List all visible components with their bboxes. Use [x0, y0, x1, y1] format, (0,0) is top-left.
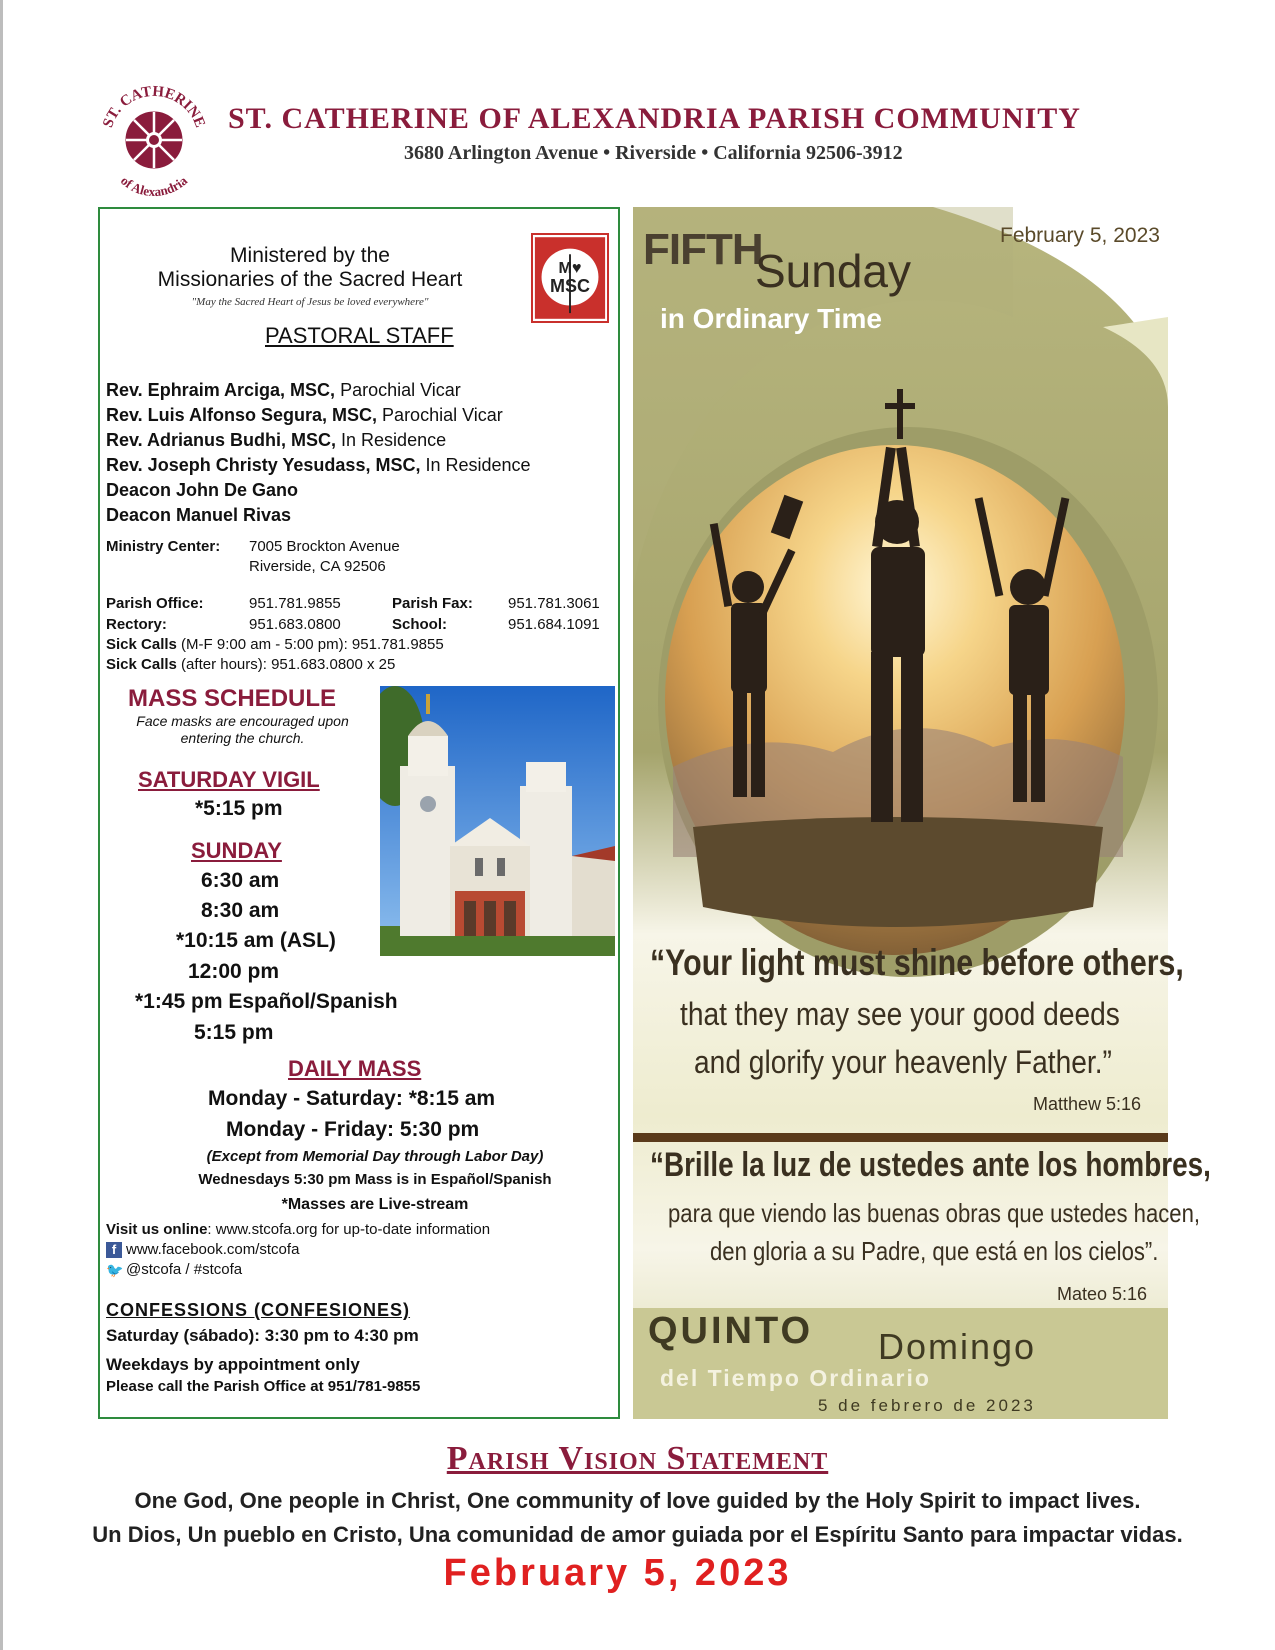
church-photo: [380, 686, 615, 956]
wednesday-spanish-note: Wednesdays 5:30 pm Mass is in Español/Spanish: [198, 1171, 552, 1188]
staff-item: Deacon John De Gano: [106, 480, 299, 500]
parish-fax-value: 951.781.3061: [508, 595, 600, 612]
quote-spanish-line-3: den gloria a su Padre, que está en los cielos”.: [710, 1236, 1159, 1266]
staff-list: [106, 378, 531, 528]
staff-item: Rev. Joseph Christy Yesudass, MSC, In Residence: [106, 455, 531, 475]
confessions-call: Please call the Parish Office at 951/781-9855: [106, 1378, 421, 1395]
daily-mass-heading: DAILY MASS: [288, 1056, 422, 1081]
parish-office-label: Parish Office:: [106, 595, 204, 612]
sunday-time: 12:00 pm: [188, 960, 280, 983]
staff-item: Rev. Luis Alfonso Segura, MSC, Parochial Vicar: [106, 405, 503, 425]
sunday-time: *10:15 am (ASL): [176, 929, 336, 952]
msc-logo: [531, 233, 609, 323]
msc-logo-text: MSC: [549, 276, 591, 297]
staff-item: Rev. Ephraim Arciga, MSC, Parochial Vicar: [106, 380, 461, 400]
quote-divider: [633, 1133, 1168, 1142]
rectory-value: 951.683.0800: [249, 616, 341, 633]
fifth-label: FIFTH: [643, 225, 763, 274]
quote-spanish-reference: Mateo 5:16: [1057, 1284, 1148, 1304]
fecha-spanish: 5 de febrero de 2023: [818, 1396, 1036, 1415]
parish-fax-label: Parish Fax:: [392, 595, 473, 612]
website-link[interactable]: : www.stcofa.org for up-to-date information: [207, 1221, 491, 1238]
svg-text:M♥: M♥: [558, 259, 582, 278]
online-info: [106, 1220, 490, 1280]
quote-english-line-3: and glorify your heavenly Father.”: [694, 1044, 1112, 1080]
vision-statement-english: One God, One people in Christ, One community of love guided by the Holy Spirit to impact lives.: [134, 1488, 1141, 1513]
quote-spanish-line-2: para que viendo las buenas obras que ustedes hacen,: [668, 1198, 1201, 1228]
sunday-heading: SUNDAY: [191, 838, 282, 863]
sunday-time: *1:45 pm Español/Spanish: [135, 990, 398, 1013]
staff-item: Rev. Adrianus Budhi, MSC, In Residence: [106, 430, 447, 450]
quinto-label: QUINTO: [648, 1310, 814, 1352]
rectory-label: Rectory:: [106, 616, 167, 633]
sunday-time: 8:30 am: [201, 899, 280, 922]
ministered-by: [130, 244, 490, 292]
sunday-label: Sunday: [755, 245, 912, 297]
confessions-weekdays: Weekdays by appointment only: [106, 1355, 360, 1374]
livestream-note: *Masses are Live-stream: [281, 1196, 469, 1213]
page-edge: [0, 0, 3, 1650]
website-line: Visit us online: www.stcofa.org for up-to-date information: [106, 1221, 491, 1238]
vision-statement-spanish: Un Dios, Un pueblo en Cristo, Una comunidad de amor guiada por el Espíritu Santo para impactar vidas.: [92, 1522, 1183, 1547]
ministry-center-line-1: 7005 Brockton Avenue: [249, 538, 400, 555]
twitter-icon: 🐦: [106, 1262, 124, 1279]
quote-english-line-2: that they may see your good deeds: [680, 996, 1120, 1032]
sick-calls-after-hours: Sick Calls (after hours): 951.683.0800 x 25: [106, 656, 396, 673]
vision-statement-title: Parish Vision Statement: [446, 1440, 829, 1477]
logo-text-top: ST. CATHERINE: [100, 83, 208, 130]
quote-spanish-line-1: “Brille la luz de ustedes ante los hombres,: [650, 1146, 1211, 1184]
school-label: School:: [392, 616, 447, 633]
sick-calls-day: Sick Calls (M-F 9:00 am - 5:00 pm): 951.781.9855: [106, 636, 444, 653]
daily-mass-mon-fri: Monday - Friday: 5:30 pm: [226, 1118, 480, 1141]
facebook-icon: f: [106, 1242, 122, 1258]
parish-address: 3680 Arlington Avenue • Riverside • California 92506-3912: [404, 142, 903, 164]
ministry-center-label: Ministry Center:: [106, 538, 221, 555]
school-value: 951.684.1091: [508, 616, 600, 633]
feature-date: February 5, 2023: [1000, 224, 1160, 247]
pastoral-staff-heading: PASTORAL STAFF: [265, 323, 454, 348]
bulletin-date: February 5, 2023: [443, 1552, 792, 1594]
saturday-vigil-time: *5:15 pm: [195, 797, 283, 820]
daily-mass-mon-sat: Monday - Saturday: *8:15 am: [208, 1087, 496, 1110]
msc-motto: "May the Sacred Heart of Jesus be loved everywhere": [191, 296, 429, 308]
twitter-line[interactable]: 🐦 @stcofa / #stcofa: [106, 1261, 243, 1279]
parish-logo: [92, 78, 216, 202]
parish-office-value: 951.781.9855: [249, 595, 341, 612]
ministered-line-2: Missionaries of the Sacred Heart: [157, 268, 463, 291]
parish-title: ST. CATHERINE OF ALEXANDRIA PARISH COMMUNITY: [228, 102, 1081, 135]
saturday-vigil-heading: SATURDAY VIGIL: [138, 767, 320, 792]
daily-mass-exception: (Except from Memorial Day through Labor Day): [206, 1148, 544, 1165]
tiempo-ordinario-label: del Tiempo Ordinario: [660, 1365, 931, 1391]
sunday-time: 5:15 pm: [194, 1021, 274, 1044]
ministered-line-1: Ministered by the: [230, 244, 390, 267]
staff-item: Deacon Manuel Rivas: [106, 505, 292, 525]
confessions-heading: CONFESSIONS (CONFESIONES): [106, 1300, 411, 1320]
masks-note: Face masks are encouraged upon entering the church.: [136, 713, 349, 746]
sunday-time: 6:30 am: [201, 869, 280, 892]
mass-schedule-title: MASS SCHEDULE: [128, 685, 337, 712]
ordinary-time-label: in Ordinary Time: [660, 303, 882, 334]
facebook-line[interactable]: f www.facebook.com/stcofa: [106, 1240, 490, 1260]
domingo-label: Domingo: [878, 1326, 1037, 1367]
svg-text:of Alexandria: [118, 173, 191, 200]
quote-english-reference: Matthew 5:16: [1033, 1094, 1142, 1114]
quote-english-line-1: “Your light must shine before others,: [650, 942, 1184, 983]
confessions-saturday: Saturday (sábado): 3:30 pm to 4:30 pm: [106, 1326, 419, 1345]
ministry-center-line-2: Riverside, CA 92506: [249, 558, 386, 575]
logo-text-bottom: of Alexandria: [117, 172, 191, 200]
